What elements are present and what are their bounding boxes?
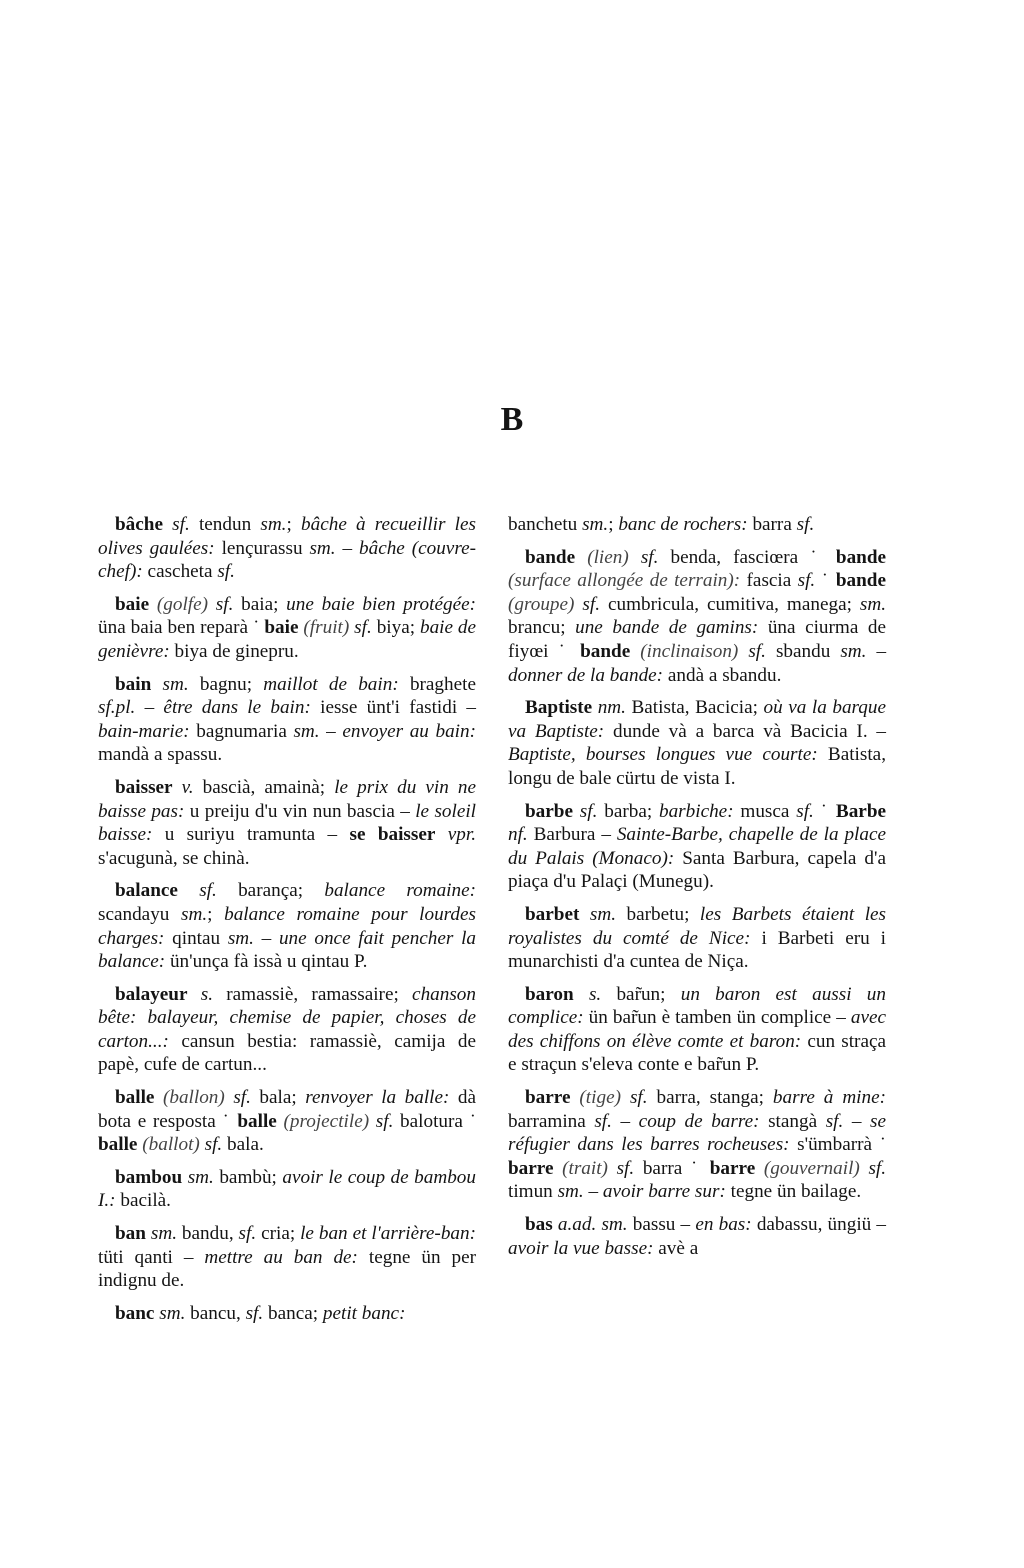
italic-text: sf. xyxy=(354,617,372,639)
entry-bain xyxy=(98,673,476,767)
body-text: ; xyxy=(207,903,225,925)
body-text: bascià, amainà; xyxy=(193,776,335,798)
sense-gloss: (lien) xyxy=(587,546,629,568)
italic-text: sm. xyxy=(859,593,887,615)
headword: bâche xyxy=(115,514,163,535)
sense-gloss: (inclinaison) xyxy=(640,640,739,662)
body-text: barba; xyxy=(597,800,659,822)
sense-gloss: (surface allongée de terrain): xyxy=(508,570,741,592)
italic-text: sf. xyxy=(172,514,190,535)
italic-text: sf. xyxy=(616,1157,635,1179)
body-text: Barbura – xyxy=(527,824,617,846)
body-text xyxy=(188,984,201,1005)
italic-text: avoir barre sur: xyxy=(602,1181,726,1203)
italic-text: sf. xyxy=(796,514,815,535)
italic-text: une bande de gamins: xyxy=(575,617,759,639)
headword: balance xyxy=(115,880,178,902)
headword: baie xyxy=(264,617,299,639)
italic-text: sf. xyxy=(796,800,814,822)
body-text: – xyxy=(253,927,279,949)
entry-balle xyxy=(98,1086,476,1157)
body-text: ; xyxy=(608,514,619,535)
body-text: Batista, Bacicia; xyxy=(625,697,764,719)
italic-text: bâche (couvre-chef): xyxy=(98,537,476,583)
body-text: qintau xyxy=(164,927,228,949)
italic-text: sm. xyxy=(557,1181,584,1203)
italic-text: bâche à recueillir les olives gaulées: xyxy=(98,514,476,559)
entry-baron xyxy=(508,983,886,1077)
italic-text: être dans le bain: xyxy=(163,697,311,719)
italic-text: sf. xyxy=(748,640,766,662)
body-text: ˙ xyxy=(813,800,836,822)
italic-text: bain-marie: xyxy=(98,720,190,742)
italic-text: en bas: xyxy=(695,1214,752,1236)
body-text: – xyxy=(335,537,359,559)
body-text: tegne ün bailage. xyxy=(725,1181,862,1203)
headword: bande xyxy=(525,546,576,568)
body-text xyxy=(149,594,157,615)
body-text: ramassiè, ramassaire; xyxy=(213,983,413,1005)
entry-bambou xyxy=(98,1166,476,1213)
italic-text: v. xyxy=(181,776,194,798)
body-text: – xyxy=(611,1110,639,1132)
body-text: bacilà. xyxy=(115,1190,171,1212)
body-text: brancu; xyxy=(508,617,576,639)
headword: bande xyxy=(835,570,886,592)
italic-text: le soleil baisse: xyxy=(98,800,477,846)
body-text: – xyxy=(135,697,164,719)
headword: bas xyxy=(525,1214,553,1236)
body-text xyxy=(151,674,162,695)
headword: balayeur xyxy=(115,983,188,1005)
italic-text: où va la barque va Baptiste: xyxy=(508,697,886,742)
italic-text: sf.pl. xyxy=(98,697,136,719)
headword: bande xyxy=(580,640,631,662)
body-text xyxy=(574,984,589,1005)
italic-text: sf. xyxy=(868,1157,887,1179)
italic-text: sf. xyxy=(579,800,598,822)
body-text: ˙ xyxy=(879,1134,886,1156)
italic-text: Baptiste, bourses longues vue courte: xyxy=(508,744,818,766)
body-text: fascia xyxy=(740,570,798,592)
body-text xyxy=(621,1087,630,1108)
italic-text: donner de la bande: xyxy=(508,664,664,686)
body-text: cun straça e straçun s'eleva conte e bar̃un P. xyxy=(508,1030,886,1076)
italic-text: balance romaine pour lourdes charges: xyxy=(98,903,476,949)
entry-barre xyxy=(508,1086,886,1204)
body-text xyxy=(573,801,580,822)
italic-text: se réfugier dans les barres rocheuses: xyxy=(508,1110,886,1156)
body-text: üna ciurma de fiyœi xyxy=(508,617,886,662)
italic-text: sf. xyxy=(233,1087,251,1109)
headword: barbet xyxy=(525,903,580,925)
body-text: ; xyxy=(286,514,302,535)
body-text: ˙ xyxy=(222,1110,238,1132)
italic-text: s. xyxy=(588,983,602,1005)
body-text xyxy=(369,1111,376,1132)
body-text: balotura xyxy=(393,1110,470,1132)
italic-text: renvoyer la balle: xyxy=(305,1087,450,1109)
italic-text: baie de genièvre: xyxy=(98,617,477,662)
sense-gloss: (projectile) xyxy=(283,1110,370,1132)
italic-text: barre à mine: xyxy=(772,1087,887,1109)
body-text: bassu – xyxy=(627,1214,696,1236)
entry-baie xyxy=(98,593,476,664)
italic-text: sm. xyxy=(159,1302,186,1324)
entry-bande xyxy=(508,546,886,688)
entry-baptiste xyxy=(508,696,886,790)
body-text: u suriyu tramunta – xyxy=(152,824,350,846)
italic-text: maillot de bain: xyxy=(263,673,399,695)
body-text: ˙ xyxy=(558,640,581,662)
body-text: stangà xyxy=(759,1110,826,1132)
sense-gloss: (gouvernail) xyxy=(763,1157,860,1179)
body-text: cansun bestia: ramassiè, camija de papè, cufe de cartun... xyxy=(98,1030,476,1076)
body-text xyxy=(208,594,216,615)
body-text: bambù; xyxy=(213,1166,283,1188)
headword: ban xyxy=(115,1223,146,1245)
italic-text: sm. xyxy=(162,673,189,695)
body-text: sbandu xyxy=(765,640,841,662)
italic-text: sf. xyxy=(245,1302,264,1324)
body-text: tüti qanti – xyxy=(98,1246,205,1268)
body-text: barra, stanga; xyxy=(647,1087,773,1109)
italic-text: avec des chiffons on élève comte et baron: xyxy=(508,1007,886,1052)
italic-text: coup de barre: xyxy=(638,1110,760,1132)
body-text xyxy=(629,547,641,568)
sense-gloss: (trait) xyxy=(562,1157,608,1179)
italic-text: avoir le coup de bambou I.: xyxy=(98,1166,476,1212)
body-text: dà bota e resposta xyxy=(98,1087,477,1132)
body-text xyxy=(608,1158,617,1179)
italic-text: sf. xyxy=(204,1134,223,1156)
body-text: braghete xyxy=(398,673,476,695)
body-text: ˙ xyxy=(810,546,836,568)
entry-bache xyxy=(98,513,476,584)
headword: bain xyxy=(115,673,152,695)
headword: se baisser xyxy=(349,824,436,846)
body-text: cria; xyxy=(256,1223,301,1245)
entry-barbe xyxy=(508,800,886,894)
italic-text: sf. xyxy=(629,1087,648,1109)
body-text xyxy=(575,547,587,568)
italic-text: sf. xyxy=(217,561,235,583)
body-text: tegne ün per indignu de. xyxy=(98,1246,476,1292)
body-text: Batista, longu de bale cürtu de vista I. xyxy=(508,744,886,789)
body-text: bagnumaria xyxy=(189,720,294,742)
italic-text: sm. xyxy=(840,640,867,662)
body-text: bala; xyxy=(250,1087,306,1109)
italic-text: nf. xyxy=(508,824,528,846)
right-column xyxy=(508,513,886,1269)
headword: Baptiste xyxy=(525,697,593,719)
italic-text: sf. xyxy=(825,1110,844,1132)
body-text: barramina xyxy=(508,1110,595,1132)
body-text: – xyxy=(843,1110,871,1132)
headword: bande xyxy=(835,546,887,568)
body-text: cascheta xyxy=(142,561,218,583)
entry-ban xyxy=(98,1222,476,1293)
headword: balle xyxy=(237,1110,277,1132)
italic-text: sf. xyxy=(797,570,816,592)
italic-text: envoyer au bain: xyxy=(342,720,476,742)
entry-baisser xyxy=(98,776,476,870)
italic-text: banc de rochers: xyxy=(618,514,748,535)
italic-text: sf. xyxy=(375,1110,394,1132)
body-text: bandu, xyxy=(177,1223,239,1245)
sense-gloss: (tige) xyxy=(579,1087,621,1109)
italic-text: sf. xyxy=(215,593,234,615)
body-text: i Barbeti eru i munarchisti d'a cuntea de Niça. xyxy=(508,927,886,973)
sense-gloss: (golfe) xyxy=(156,593,209,615)
italic-text: le prix du vin ne baisse pas: xyxy=(98,776,477,822)
entry-banc-continued xyxy=(508,513,886,537)
italic-text: sm. xyxy=(181,903,208,925)
italic-text: les Barbets étaient les royalistes du comté de Nice: xyxy=(508,903,887,949)
body-text: scandayu xyxy=(98,903,182,925)
italic-text: chanson bête: balayeur, chemise de papier, choses de carton...: xyxy=(98,983,476,1052)
entry-bas xyxy=(508,1213,886,1260)
entry-banc xyxy=(98,1302,476,1326)
body-text: u preiju d'u vin nun bascia – xyxy=(184,800,416,822)
body-text: banchetu xyxy=(508,514,583,535)
body-text: mandà a spassu. xyxy=(98,744,223,766)
italic-text: avoir la vue basse: xyxy=(508,1237,654,1259)
body-text xyxy=(277,1111,284,1132)
headword: Barbe xyxy=(835,800,887,822)
italic-text: sm. xyxy=(187,1166,214,1188)
body-text xyxy=(579,904,590,925)
body-text: – xyxy=(866,640,887,662)
body-text: bancu, xyxy=(185,1302,246,1324)
body-text xyxy=(553,1158,562,1179)
italic-text: sf. xyxy=(238,1223,257,1245)
italic-text: vpr. xyxy=(447,824,477,846)
body-text: baia; xyxy=(233,593,287,615)
headword: barbe xyxy=(525,800,573,822)
italic-text: sm. xyxy=(260,514,287,535)
body-text: dabassu, üngiü – xyxy=(751,1214,887,1236)
italic-text: sm. xyxy=(293,720,320,742)
headword: baie xyxy=(115,593,150,615)
body-text: s'acugunà, se chinà. xyxy=(98,847,250,869)
body-text: dunde và a barca và Bacicia I. – xyxy=(604,720,887,742)
body-text: lençurassu xyxy=(214,537,310,559)
body-text xyxy=(630,641,640,662)
body-text: timun xyxy=(508,1181,558,1203)
body-text: biya de ginepru. xyxy=(169,640,299,662)
headword: bambou xyxy=(115,1166,183,1188)
italic-text: le ban et l'arrière-ban: xyxy=(300,1223,476,1245)
body-text: bar̃un; xyxy=(601,983,681,1005)
italic-text: sm. xyxy=(150,1223,177,1245)
italic-text: sf. xyxy=(640,546,659,568)
italic-text: mettre au ban de: xyxy=(204,1246,358,1268)
italic-text: sf. xyxy=(582,593,601,615)
sense-gloss: (ballot) xyxy=(142,1134,200,1156)
italic-text: une baie bien protégée: xyxy=(286,593,476,615)
body-text: benda, fasciœra xyxy=(658,546,811,568)
italic-text: nm. xyxy=(597,697,626,719)
body-text: iesse ünt'i fastidi – xyxy=(310,697,477,719)
body-text: cumbricula, cumitiva, manega; xyxy=(600,593,860,615)
body-text: ˙ xyxy=(469,1110,476,1132)
body-text xyxy=(435,824,447,845)
body-text xyxy=(178,880,199,901)
headword: barre xyxy=(508,1157,554,1179)
body-text: barbetu; xyxy=(616,903,700,925)
sense-gloss: (fruit) xyxy=(303,617,350,639)
body-text xyxy=(738,641,748,662)
italic-text: petit banc: xyxy=(322,1302,406,1324)
headword: balle xyxy=(115,1087,155,1109)
body-text: barança; xyxy=(216,880,325,902)
italic-text: barbiche: xyxy=(658,800,734,822)
left-column xyxy=(98,513,476,1334)
body-text: andà a sbandu. xyxy=(663,664,782,686)
headword: baisser xyxy=(115,776,173,798)
headword: banc xyxy=(115,1302,155,1324)
section-letter: B xyxy=(500,401,524,438)
body-text xyxy=(755,1158,764,1179)
italic-text: sm. xyxy=(582,514,609,535)
body-text: biya; xyxy=(371,617,420,639)
body-text: barra xyxy=(747,514,797,535)
italic-text: sf. xyxy=(199,880,217,902)
body-text: banca; xyxy=(263,1302,323,1324)
body-text: ün'unça fà issà u qintau P. xyxy=(165,951,368,973)
body-text: avè a xyxy=(653,1237,699,1259)
body-text: ˙ xyxy=(690,1157,710,1179)
entry-balance xyxy=(98,879,476,973)
body-text: üna baia ben reparà xyxy=(98,617,253,639)
italic-text: sf. xyxy=(594,1110,612,1132)
body-text: bagnu; xyxy=(188,673,264,695)
italic-text: sm. xyxy=(309,537,336,559)
headword: balle xyxy=(98,1134,138,1156)
headword: barre xyxy=(525,1087,571,1109)
italic-text: un baron est aussi un complice: xyxy=(508,983,886,1029)
italic-text: sm. xyxy=(589,903,617,925)
sense-gloss: (groupe) xyxy=(508,593,575,615)
body-text xyxy=(173,777,182,798)
headword: baron xyxy=(525,983,574,1005)
body-text: tendun xyxy=(189,514,261,535)
body-text: – xyxy=(583,1181,603,1203)
italic-text: a.ad. sm. xyxy=(557,1214,628,1236)
body-text xyxy=(163,514,172,535)
italic-text: sm. xyxy=(227,927,254,949)
body-text: ˙ xyxy=(252,617,265,639)
body-text: ˙ xyxy=(815,570,836,592)
italic-text: une once fait pencher la balance: xyxy=(98,927,477,973)
sense-gloss: (ballon) xyxy=(162,1087,225,1109)
body-text: – xyxy=(319,720,343,742)
italic-text: Sainte-Barbe, chapelle de la place du Palais (Monaco): xyxy=(508,824,886,869)
body-text: bala. xyxy=(222,1134,264,1156)
italic-text: s. xyxy=(200,983,214,1005)
body-text xyxy=(154,1087,163,1108)
entry-balayeur xyxy=(98,983,476,1077)
body-text: musca xyxy=(733,800,797,822)
body-text: s'ümbarrà xyxy=(789,1134,880,1156)
body-text: Santa Barbura, capela d'a piaça d'u Palaçi (Munegu). xyxy=(508,847,886,893)
body-text: ün bar̃un è tamben ün complice – xyxy=(583,1007,851,1029)
entry-barbet xyxy=(508,903,886,974)
body-text: barra xyxy=(634,1157,691,1179)
italic-text: balance romaine: xyxy=(324,880,476,902)
headword: barre xyxy=(709,1157,756,1179)
